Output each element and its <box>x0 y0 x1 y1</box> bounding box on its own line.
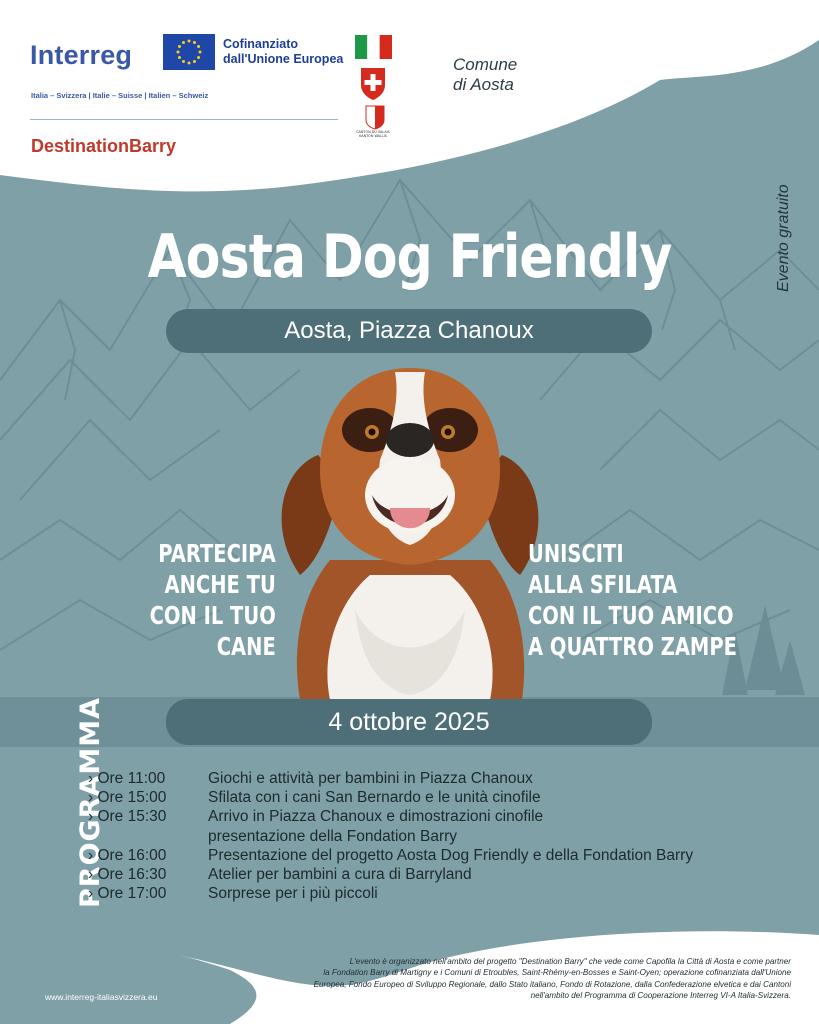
eu-star-icon <box>182 60 185 63</box>
countries-line: Italia – Svizzera | Italie – Suisse | Italien – Schweiz <box>31 91 209 100</box>
eu-star-icon <box>197 45 200 48</box>
header-divider <box>30 119 338 120</box>
program-item <box>88 846 808 865</box>
program-item <box>88 807 808 845</box>
program-list <box>88 769 808 903</box>
program-time: › Ore 17:00 <box>88 885 167 903</box>
program-desc: Atelier per bambini a cura di Barryland <box>208 866 472 884</box>
program-item <box>88 865 808 884</box>
eu-star-icon <box>193 41 196 44</box>
eu-line-2: dall'Unione Europea <box>223 52 344 66</box>
program-desc: Giochi e attività per bambini in Piazza Chanoux <box>208 770 533 787</box>
program-item <box>88 884 808 903</box>
eu-flag-icon <box>163 34 215 70</box>
interreg-logo: Interreg <box>30 40 133 70</box>
program-desc: Sfilata con i cani San Bernardo e le unità cinofile <box>208 789 541 807</box>
date-pill: 4 ottobre 2025 <box>166 699 652 745</box>
footer-note-line: la Fondation Barry di Martigny e i Comuni di Etroubles, Saint-Rhémy-en-Bosses e Saint-Oyen; operazione cofinanziata dall'Unione <box>323 968 791 978</box>
location-pill: Aosta, Piazza Chanoux <box>166 309 652 353</box>
destination-barry-label: DestinationBarry <box>31 136 177 156</box>
eu-star-icon <box>177 51 180 54</box>
footer-note-line: Europea, Fondo Europeo di Sviluppo Regionale, dallo Stato italiano, Fondo di Rotazione, dalla Confederazione elvetica e dai Cantoni <box>313 979 791 989</box>
comune-line-1: Comune <box>453 55 518 74</box>
eu-star-icon <box>193 60 196 63</box>
eu-line-1: Cofinanziato <box>223 37 298 51</box>
footer-legal-note <box>231 956 791 1001</box>
program-label: PROGRAMMA <box>75 696 106 908</box>
comune-line-2: di Aosta <box>453 75 514 94</box>
slogan-right-line: CON IL TUO AMICO <box>528 601 734 630</box>
swiss-shield-icon <box>360 67 386 101</box>
program-time: › Ore 15:00 <box>88 789 167 807</box>
slogan-right-line: UNISCITI <box>528 539 624 568</box>
slogan-right-line: ALLA SFILATA <box>528 570 678 599</box>
slogan-left-line: CANE <box>216 632 276 661</box>
eu-star-icon <box>197 56 200 59</box>
eu-star-icon <box>182 41 185 44</box>
program-desc: Presentazione del progetto Aosta Dog Friendly e della Fondation Barry <box>208 846 694 864</box>
slogan-right-line: A QUATTRO ZAMPE <box>528 632 737 661</box>
program-desc: Sorprese per i più piccoli <box>208 885 378 903</box>
slogan-left-line: PARTECIPA <box>158 539 276 568</box>
eu-star-icon <box>188 62 191 65</box>
slogan-left <box>114 538 276 662</box>
footer-website-link[interactable]: www.interreg-italiasvizzera.eu <box>45 992 158 1002</box>
program-item <box>88 788 808 807</box>
eu-star-icon <box>178 45 181 48</box>
slogan-right <box>528 538 796 662</box>
program-desc: Arrivo in Piazza Chanoux e dimostrazioni cinofile presentazione della Fondation Barry <box>208 808 544 845</box>
valais-label: CANTON DU VALAIS KANTON WALLIS <box>356 130 390 138</box>
program-time: › Ore 16:00 <box>88 846 167 864</box>
slogan-left-line: CON IL TUO <box>149 601 276 630</box>
footer-note-line: nell'ambito del Programma di Cooperazione Interreg VI-A Italia-Svizzera. <box>530 990 791 1000</box>
program-item <box>88 769 808 788</box>
slogan-left-line: ANCHE TU <box>164 570 276 599</box>
eu-star-icon <box>188 40 191 43</box>
eu-star-icon <box>178 56 181 59</box>
free-event-note: Evento gratuito <box>775 184 792 292</box>
saint-bernard-dog-illustration <box>260 360 560 700</box>
eu-star-icon <box>199 51 202 54</box>
footer-note-line: L'evento è organizzato nell'ambito del progetto "Destination Barry" che vede come Capofila la Città di Aosta e come partner <box>349 957 791 966</box>
program-time: › Ore 11:00 <box>88 770 166 787</box>
event-title: Aosta Dog Friendly <box>147 222 672 292</box>
eu-cofinancing-label <box>223 37 343 67</box>
italy-flag-icon <box>355 35 392 59</box>
program-time: › Ore 15:30 <box>88 808 167 826</box>
comune-di-aosta <box>453 55 517 95</box>
program-time: › Ore 16:30 <box>88 866 167 884</box>
